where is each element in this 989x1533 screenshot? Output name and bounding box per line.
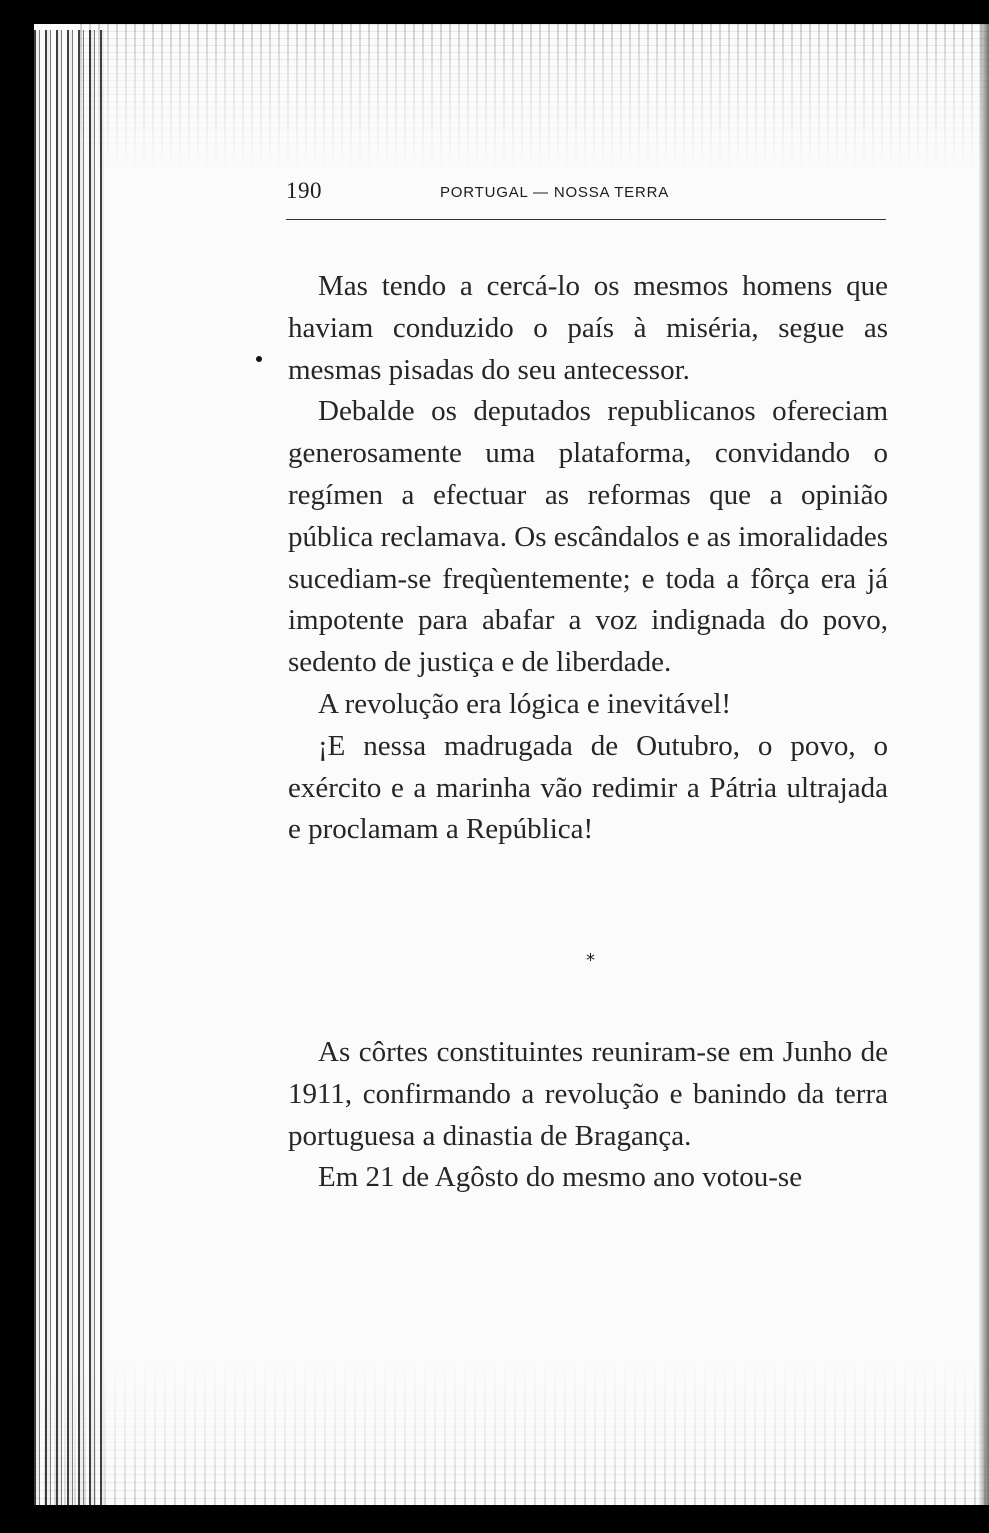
scan-binding-shadow: [34, 30, 104, 1533]
paragraph: As côrtes constituintes reuniram-se em Junho de 1911, confirmando a revolução e banindo da terra portuguesa a dinastia de Bragança.: [288, 1036, 888, 1152]
paragraph: ¡E nessa madrugada de Outubro, o povo, o exército e a marinha vão redimir a Pátria ultrajada e proclamam a República!: [288, 729, 888, 846]
running-title: PORTUGAL — NOSSA TERRA: [440, 184, 670, 201]
text-block-lower: [288, 1032, 888, 1199]
section-separator: *: [586, 950, 595, 971]
header-rule: [286, 219, 886, 220]
paragraph: Em 21 de Agôsto do mesmo ano votou-se: [318, 1161, 803, 1194]
scan-noise-bottom: [34, 1357, 989, 1507]
paragraph: Mas tendo a cercá-lo os mesmos homens que haviam conduzido o país à miséria, segue as mesmas pisadas do seu antecessor.: [288, 270, 888, 386]
scan-edge-right: [979, 0, 989, 1533]
paragraph: Debalde os deputados republicanos ofereciam generosamente uma plataforma, convidando o regímen a efectuar as reformas que a opinião pública reclamava. Os escândalos e as imoralidades sucediam-se freqùentemente; e toda a fôrça era já impotente para abafar a voz indignada do povo, sedento de justiça e de liberdade.: [288, 395, 888, 679]
scan-edge-top: [0, 0, 989, 24]
running-head: [286, 178, 886, 212]
scan-noise-top: [80, 22, 989, 172]
scan-edge-bottom: [0, 1505, 989, 1533]
paragraph: A revolução era lógica e inevitável!: [318, 687, 732, 720]
page-number: 190: [286, 178, 322, 203]
text-block-upper: [288, 266, 888, 851]
stray-mark: [256, 356, 262, 362]
scan-edge-left: [0, 0, 34, 1533]
